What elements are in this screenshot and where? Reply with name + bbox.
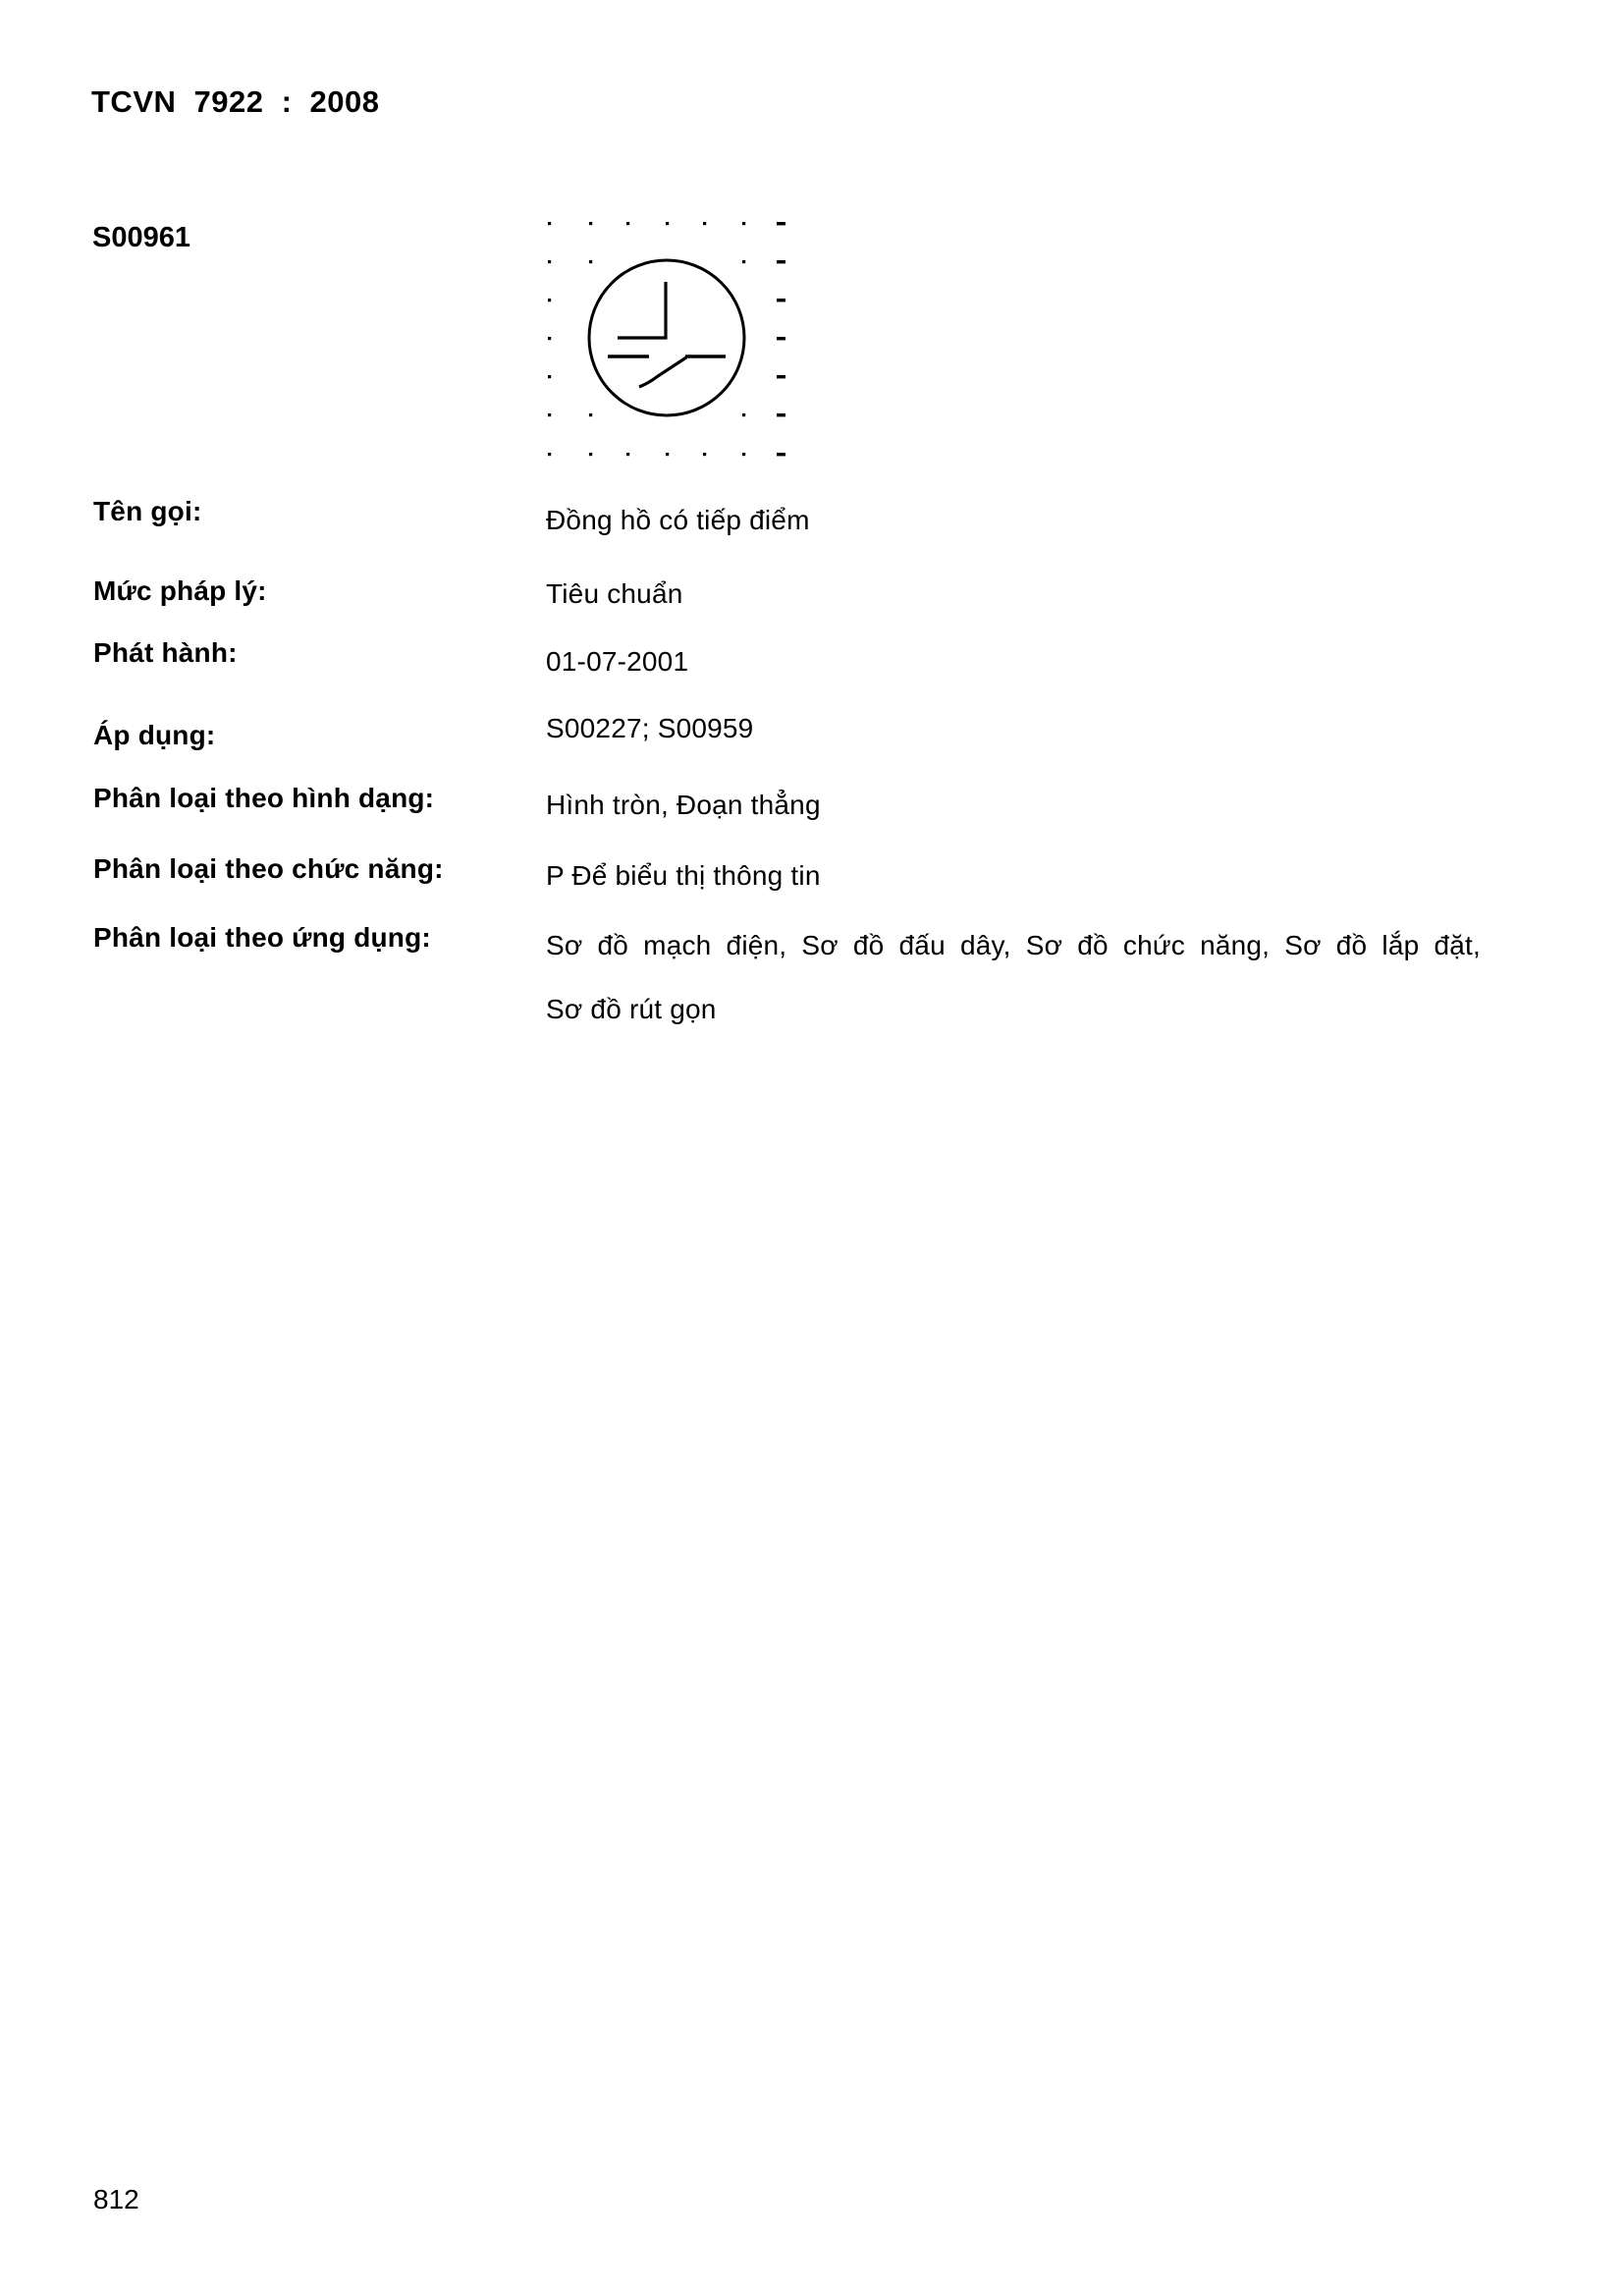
field-label-ten-goi: Tên gọi:: [93, 496, 202, 526]
contact-clock-symbol-icon: [538, 211, 795, 468]
field-value-hinh-dang: Hình tròn, Đoạn thẳng: [546, 790, 821, 820]
field-label-chuc-nang: Phân loại theo chức năng:: [93, 853, 444, 884]
document-title: TCVN 7922 : 2008: [91, 84, 380, 119]
field-value-chuc-nang: P Để biểu thị thông tin: [546, 860, 821, 891]
field-label-ung-dung: Phân loại theo ứng dụng:: [93, 922, 431, 953]
symbol-code: S00961: [92, 222, 190, 253]
field-value-phat-hanh: 01-07-2001: [546, 646, 689, 677]
page-number: 812: [93, 2184, 139, 2214]
field-label-muc-phap-ly: Mức pháp lý:: [93, 575, 267, 606]
field-value-muc-phap-ly: Tiêu chuẩn: [546, 578, 683, 609]
field-value-ap-dung: S00227; S00959: [546, 713, 754, 743]
field-value-ung-dung-line2: Sơ đồ rút gọn: [546, 994, 717, 1024]
field-label-phat-hanh: Phát hành:: [93, 637, 238, 668]
field-value-ung-dung-line1: Sơ đồ mạch điện, Sơ đồ đấu dây, Sơ đồ chức năng, Sơ đồ lắp đặt,: [546, 930, 1481, 960]
field-value-ten-goi: Đồng hồ có tiếp điểm: [546, 505, 810, 535]
field-label-hinh-dang: Phân loại theo hình dạng:: [93, 783, 435, 813]
field-label-ap-dung: Áp dụng:: [93, 720, 216, 750]
